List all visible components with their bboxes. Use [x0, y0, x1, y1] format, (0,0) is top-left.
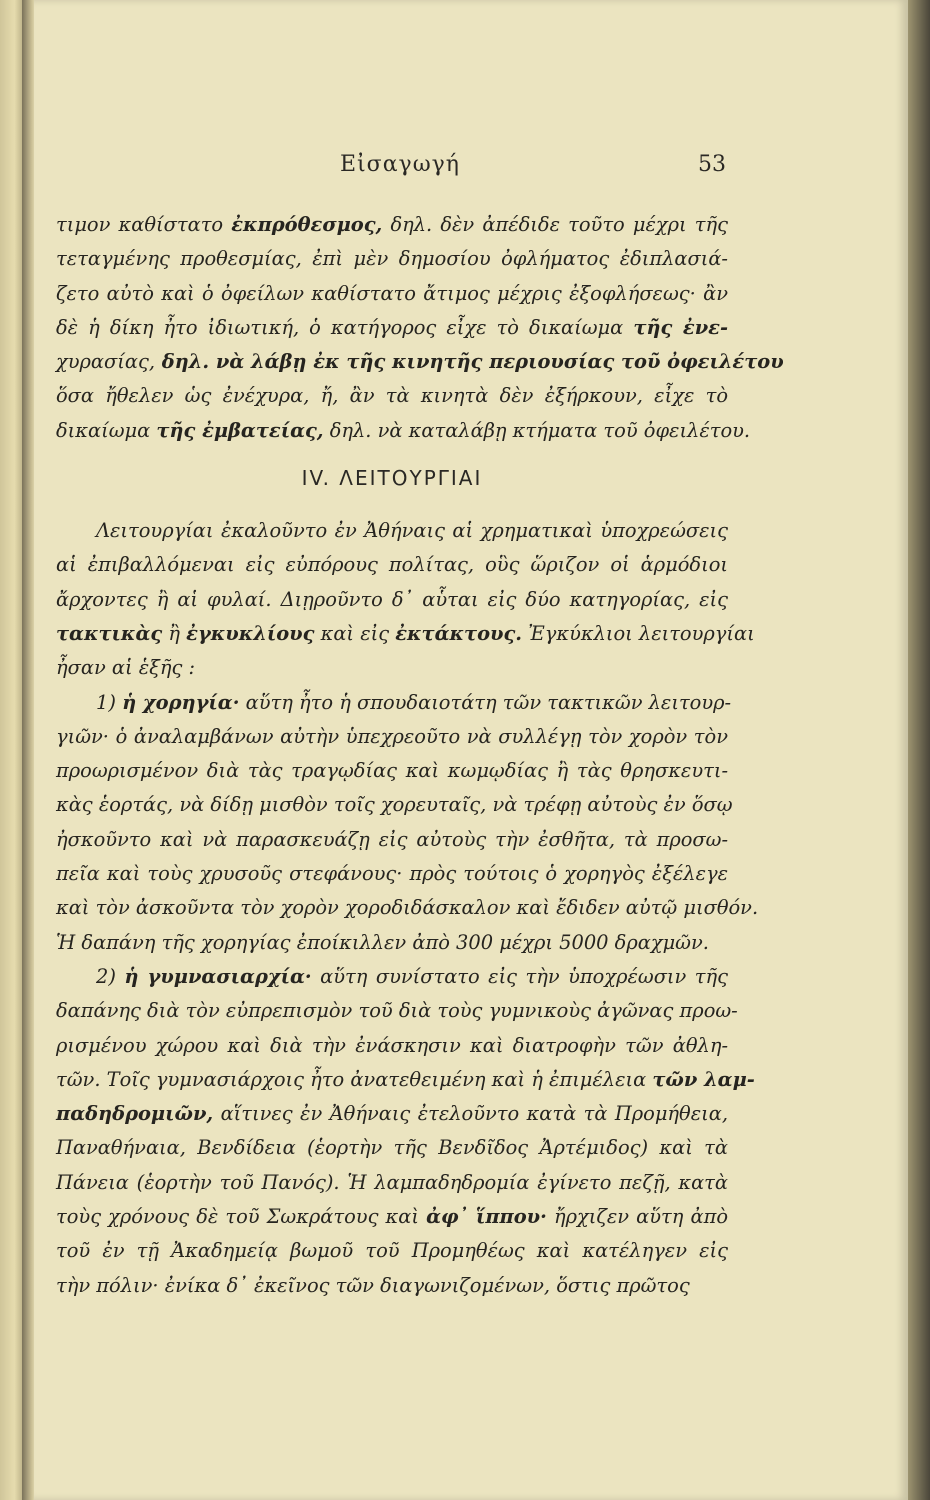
text-line — [56, 926, 728, 960]
text-line — [56, 345, 784, 379]
text-line — [56, 788, 733, 822]
text-line — [56, 720, 728, 754]
emphasized-term: τακτικὰς — [56, 621, 163, 645]
text-run: Λειτουργίαι ἐκαλοῦντο ἐν Ἀθήναις αἱ χρηματικαὶ ὑποχρεώσεις — [96, 519, 728, 543]
text-line — [56, 686, 732, 720]
text-line — [56, 891, 759, 925]
text-run: χυρασίας, — [56, 350, 155, 374]
text-run: δαπάνης διὰ τὸν εὐπρεπισμὸν τοῦ διὰ τοὺς γυμνικοὺς ἀγῶνας προω- — [56, 999, 738, 1023]
text-run: Ἐγκύκλιοι λειτουργίαι — [522, 621, 755, 645]
text-line — [56, 651, 728, 685]
text-line — [56, 1269, 728, 1303]
emphasized-term: τῆς ἐμβατείας, — [156, 418, 324, 442]
emphasized-term: τῆς ἐνε- — [633, 315, 728, 339]
text-run: δηλ. νὰ καταλάβῃ κτήματα τοῦ ὀφειλέτου. — [323, 418, 751, 442]
text-line — [56, 514, 728, 548]
emphasized-term: τῶν λαμ- — [652, 1067, 755, 1091]
paragraph-choregia — [56, 686, 759, 960]
text-run: δὲ ἡ δίκη ἦτο ἰδιωτική, ὁ κατήγορος εἶχε τὸ δικαίωμα — [56, 315, 634, 339]
text-line — [56, 414, 751, 448]
paragraph-leitourgiai-definition — [56, 514, 755, 685]
book-edge — [908, 0, 930, 1500]
text-line — [56, 1166, 728, 1200]
paragraph-gymnasiarchia — [56, 960, 755, 1303]
emphasized-term: ἐγκυκλίους — [186, 621, 315, 645]
page-number: 53 — [698, 152, 726, 177]
text-run: αὕτη ἦτο ἡ σπουδαιοτάτη τῶν τακτικῶν λειτουρ- — [239, 690, 732, 714]
emphasized-term: ἡ γυμνασιαρχία· — [124, 964, 312, 988]
text-line — [56, 242, 728, 276]
text-run: αὕτη συνίστατο εἰς τὴν ὑποχρέωσιν τῆς — [311, 964, 728, 988]
text-run: τιμον καθίστατο — [56, 213, 232, 236]
text-run: γιῶν· ὁ ἀναλαμβάνων αὐτὴν ὑπεχρεοῦτο νὰ συλλέγῃ τὸν χορὸν τὸν — [56, 724, 728, 748]
emphasized-term: ἡ χορηγία· — [122, 690, 240, 714]
text-run: ἄρχοντες ἢ αἱ φυλαί. Διῃροῦντο δ᾿ αὗται εἰς δύο κατηγορίας, εἰς — [56, 587, 728, 611]
text-run: κὰς ἑορτάς, νὰ δίδῃ μισθὸν τοῖς χορευταῖς, νὰ τρέφῃ αὐτοὺς ἐν ὅσῳ — [56, 793, 733, 817]
text-run: αἱ ἐπιβαλλόμεναι εἰς εὐπόρους πολίτας, οὓς ὥριζον οἱ ἁρμόδιοι — [56, 553, 728, 577]
text-line — [56, 960, 728, 994]
text-run: αἵτινες ἐν Ἀθήναις ἐτελοῦντο κατὰ τὰ Προμήθεια, — [213, 1102, 728, 1126]
section-heading: IV. ΛΕΙΤΟΥΡΓΙΑΙ — [301, 466, 483, 491]
text-line — [56, 277, 728, 311]
running-header — [34, 152, 908, 192]
text-line — [56, 548, 728, 582]
text-run: προωρισμένον διὰ τὰς τραγῳδίας καὶ κωμῳδίας ἢ τὰς θρησκευτι- — [56, 759, 728, 783]
text-run: τῶν. Τοῖς γυμνασιάρχοις ἦτο ἀνατεθειμένη καὶ ἡ ἐπιμέλεια — [56, 1067, 653, 1091]
text-run: καὶ εἰς — [314, 621, 396, 645]
text-line — [56, 1234, 728, 1268]
text-run: Παναθήναια, Βενδίδεια (ἑορτὴν τῆς Βενδῖδος Ἀρτέμιδος) καὶ τὰ — [56, 1136, 728, 1160]
text-line — [56, 754, 728, 788]
text-run: ἦσαν αἱ ἑξῆς : — [56, 656, 196, 680]
text-run: δικαίωμα — [56, 418, 157, 442]
emphasized-term: ἐκπρόθεσμος, — [231, 213, 383, 236]
paragraph-continuation — [56, 208, 784, 448]
running-title: Εἰσαγωγή — [340, 152, 460, 177]
text-run: ἤρχιζεν αὕτη ἀπὸ — [546, 1205, 728, 1229]
text-run: τεταγμένης προθεσμίας, ἐπὶ μὲν δημοσίου ὀφλήματος ἐδιπλασιά- — [56, 247, 728, 271]
body-text — [56, 208, 784, 1303]
emphasized-term: δηλ. νὰ λάβῃ ἐκ τῆς κινητῆς περιουσίας τοῦ ὀφειλέτου — [155, 350, 784, 374]
text-run: ἢ — [162, 621, 187, 645]
text-line — [56, 1029, 728, 1063]
text-run: ζετο αὐτὸ καὶ ὁ ὀφείλων καθίστατο ἄτιμος μέχρις ἐξοφλήσεως· ἂν — [56, 281, 728, 305]
text-line — [56, 617, 755, 651]
text-line — [56, 1131, 728, 1165]
text-run: τοὺς χρόνους δὲ τοῦ Σωκράτους καὶ — [56, 1205, 427, 1229]
text-run: τοῦ ἐν τῇ Ἀκαδημείᾳ βωμοῦ τοῦ Προμηθέως καὶ κατέληγεν εἰς — [56, 1239, 728, 1263]
text-run: πεῖα καὶ τοὺς χρυσοῦς στεφάνους· πρὸς τούτοις ὁ χορηγὸς ἐξέλεγε — [56, 862, 728, 886]
text-run: καὶ τὸν ἀσκοῦντα τὸν χορὸν χοροδιδάσκαλον καὶ ἔδιδεν αὐτῷ μισθόν. — [56, 896, 759, 920]
text-run: Ἡ δαπάνη τῆς χορηγίας ἐποίκιλλεν ἀπὸ 300 μέχρι 5000 δραχμῶν. — [56, 930, 709, 954]
text-line — [56, 1097, 728, 1131]
emphasized-term: παδηδρομιῶν, — [56, 1102, 214, 1126]
text-run: 2) — [96, 964, 125, 988]
text-line — [56, 311, 728, 345]
text-line — [56, 583, 728, 617]
previous-page-edge — [0, 0, 24, 1500]
text-run: ἠσκοῦντο καὶ νὰ παρασκευάζῃ εἰς αὐτοὺς τὴν ἐσθῆτα, τὰ προσω- — [56, 827, 728, 851]
emphasized-term: ἀφ᾿ ἵππου· — [426, 1205, 547, 1229]
text-line — [56, 857, 728, 891]
text-run: 1) — [96, 690, 123, 714]
text-line — [56, 379, 728, 413]
text-run: τὴν πόλιν· ἐνίκα δ᾿ ἐκεῖνος τῶν διαγωνιζομένων, ὅστις πρῶτος — [56, 1273, 690, 1297]
text-line — [56, 208, 728, 242]
text-line — [56, 823, 728, 857]
emphasized-term: ἐκτάκτους. — [395, 621, 523, 645]
text-line — [56, 1063, 755, 1097]
text-run: ρισμένου χώρου καὶ διὰ τὴν ἐνάσκησιν καὶ διατροφὴν τῶν ἀθλη- — [56, 1033, 728, 1057]
text-run: δηλ. δὲν ἀπέδιδε τοῦτο μέχρι τῆς — [382, 213, 728, 236]
text-run: ὅσα ἤθελεν ὡς ἐνέχυρα, ἤ, ἂν τὰ κινητὰ δὲν ἐξήρκουν, εἶχε τὸ — [56, 384, 728, 408]
text-line — [56, 1200, 728, 1234]
book-page — [34, 0, 908, 1500]
text-run: Πάνεια (ἑορτὴν τοῦ Πανός). Ἡ λαμπαδηδρομία ἐγίνετο πεζῇ, κατὰ — [56, 1170, 728, 1194]
text-line — [56, 994, 738, 1028]
